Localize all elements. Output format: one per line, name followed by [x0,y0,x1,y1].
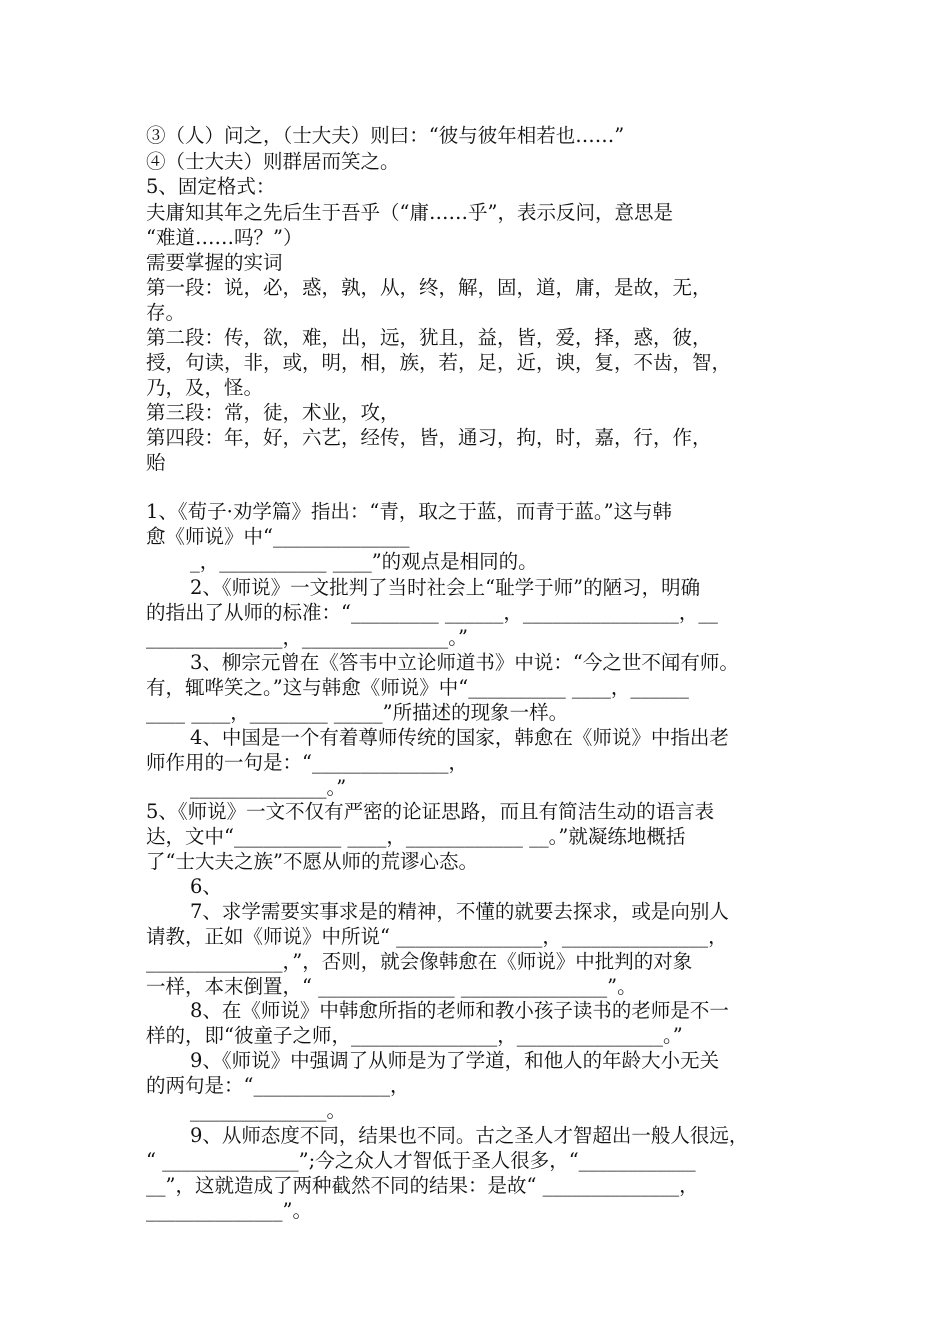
question-7: 7、求学需要实事求是的精神，不懂的就要去探求，或是向别人 [190,900,729,923]
text-line: 的两句是：“______________， [146,1074,410,1097]
question-2: 2、《师说》一文批判了当时社会上“耻学于师”的陋习，明确 [190,576,701,599]
text-line: 请教，正如《师说》中所说“ _______________，_______________， [146,925,728,948]
text-line: 存。 [146,301,186,324]
text-line: “ ______________”;今之众人才智低于圣人很多，“____________ [146,1149,696,1172]
text-line: ③（人）问之，（士大夫）则曰：“彼与彼年相若也……” [146,124,625,147]
text-line: 的指出了从师的标准：“_________ ______，________________，__ [146,601,718,624]
text-line: __”，这就造成了两种截然不同的结果：是故“ ______________， [146,1174,699,1197]
text-line: 授，句读，非，或，明，相，族，若，足，近，谀，复，不齿，智， [146,351,732,374]
text-line: “难道……吗？”） [146,226,303,249]
section-heading: 5、固定格式： [146,175,276,198]
text-line: 样的，即“彼童子之师，_______________，_______________。” [146,1024,683,1047]
question-8: 8、在《师说》中韩愈所指的老师和教小孩子读书的老师是不一 [190,999,729,1022]
question-3: 3、柳宗元曾在《答韦中立论师道书》中说：“今之世不闻有师。 [190,651,739,674]
text-line: 愈《师说》中“______________ [146,525,410,548]
text-line: ④（士大夫）则群居而笑之。 [146,150,400,173]
text-line: 了“士大夫之族”不愿从师的荒谬心态。 [146,850,478,873]
text-line: ____ ____，________ _____”所描述的现象一样。 [146,701,569,724]
text-line: _，___________ ____”的观点是相同的。 [190,550,538,573]
question-9: 9、《师说》中强调了从师是为了学道，和他人的年龄大小无关 [190,1049,720,1072]
text-line: 一样，本末倒置，“ ______________ _______________”。 [146,975,637,998]
text-line: ______________，_______________。” [146,626,468,649]
question-1: 1、《荀子·劝学篇》指出：“青，取之于蓝，而青于蓝。”这与韩 [146,500,673,523]
text-line: 第四段：年，好，六艺，经传，皆，通习，拘，时，嘉，行，作， [146,426,712,449]
question-6: 6、 [190,875,222,898]
question-9b: 9、从师态度不同，结果也不同。古之圣人才智超出一般人很远， [190,1124,749,1147]
text-line: 夫庸知其年之先后生于吾乎（“庸……乎”，表示反问，意思是 [146,201,673,224]
question-4: 4、中国是一个有着尊师传统的国家，韩愈在《师说》中指出老 [190,726,729,749]
text-line: 达，文中“___________ ____，____________ __。”就凝练地概括 [146,825,686,848]
text-line: ______________。” [190,776,347,799]
text-line: 第一段：说，必，惑，孰，从，终，解，固，道，庸，是故，无， [146,276,712,299]
text-line: ______________，”，否则，就会像韩愈在《师说》中批判的对象 [146,950,693,973]
text-line: ______________”。 [146,1199,312,1222]
text-line: 乃，及，怪。 [146,376,264,399]
text-line: 有，辄哗笑之。”这与韩愈《师说》中“__________ ____，______ [146,676,689,699]
text-line: 贻 [146,451,166,474]
text-line: 师作用的一句是：“______________， [146,751,468,774]
text-line: ______________。 [190,1099,347,1122]
section-heading: 需要掌握的实词 [146,251,283,274]
question-5: 5、《师说》一文不仅有严密的论证思路，而且有简洁生动的语言表 [146,800,715,823]
text-line: 第三段：常，徒，术业，攻， [146,401,400,424]
text-line: 第二段：传，欲，难，出，远，犹且，益，皆，爱，择，惑，彼， [146,326,712,349]
